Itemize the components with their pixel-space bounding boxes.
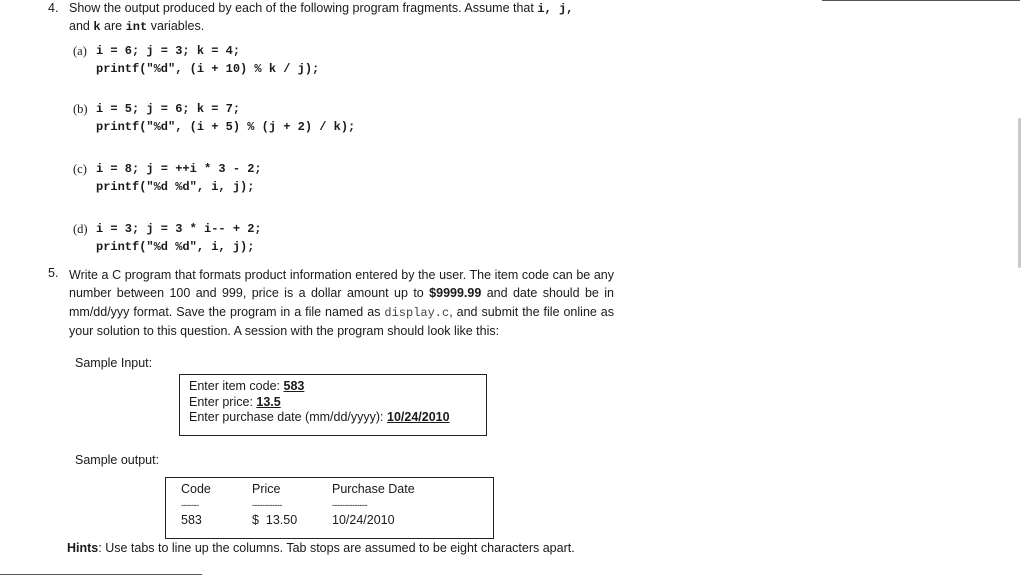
part-c-code-line1: i = 8; j = ++i * 3 - 2;: [96, 162, 262, 176]
sample-output-label: Sample output:: [75, 453, 160, 467]
q5-number: 5.: [48, 266, 59, 280]
hints-label: Hints: [67, 541, 99, 555]
q5-text-3: , and submit the file online as your solution to this question. A session with the program should look like this:: [69, 304, 614, 338]
input-line-price: [189, 395, 450, 411]
input-line-date: [189, 410, 450, 426]
q4-intro-vars: i, j,: [537, 2, 574, 16]
part-b-label: (b): [73, 102, 88, 116]
sample-output-box: [165, 477, 494, 539]
input-prompt-code: Enter item code:: [189, 379, 284, 393]
part-d-label: (d): [73, 222, 88, 236]
q4-number: 4.: [48, 1, 59, 15]
part-b-code-line1: i = 5; j = 6; k = 7;: [96, 102, 241, 116]
q4-intro-text: Show the output produced by each of the following program fragments. Assume that: [69, 1, 534, 15]
q4-intro-int: int: [125, 20, 148, 34]
output-value-date: 10/24/2010: [332, 513, 395, 527]
q4-intro-are: are: [104, 19, 123, 33]
q4-intro-line2: [69, 19, 204, 34]
sample-input-label: Sample Input:: [75, 356, 153, 370]
input-prompt-price: Enter price:: [189, 394, 257, 409]
q5-text-1: Write a C program that formats product information entered by the user. The item code can be any number between 100 and 999, price is a dollar amount up to: [69, 268, 614, 301]
part-d-code-line1: i = 3; j = 3 * i-- + 2;: [96, 222, 262, 236]
q4-intro-line1: [69, 1, 573, 16]
top-rule: [822, 0, 1020, 1]
input-line-code: [189, 379, 450, 395]
part-c-code-line2: printf("%d %d", i, j);: [96, 180, 255, 194]
hints: [67, 541, 575, 555]
output-header-date: Purchase Date: [332, 482, 415, 496]
bottom-rule: [0, 574, 202, 575]
input-value-code: 583: [283, 379, 305, 393]
part-a-code-line1: i = 6; j = 3; k = 4;: [96, 44, 241, 58]
q4-intro-and: and: [69, 19, 90, 33]
q5-filename: display.c: [384, 305, 450, 320]
input-value-price: 13.5: [256, 394, 281, 409]
scrollbar[interactable]: [1018, 118, 1021, 268]
input-prompt-date: Enter purchase date (mm/dd/yyyy):: [189, 410, 387, 424]
output-dash-date: --------------: [332, 500, 367, 510]
sample-input-lines: [189, 379, 450, 426]
part-b-code-line2: printf("%d", (i + 5) % (j + 2) / k);: [96, 120, 356, 134]
part-a-label: (a): [73, 44, 87, 58]
part-d-code-line2: printf("%d %d", i, j);: [96, 240, 255, 254]
output-dash-code: -------: [181, 500, 199, 510]
q4-intro-end: variables.: [150, 19, 205, 33]
q4-intro-k: k: [93, 20, 101, 34]
output-header-code: Code: [181, 482, 211, 496]
output-value-code: 583: [181, 513, 202, 527]
q5-price-max: $9999.99: [429, 286, 482, 301]
output-dash-price: ------------: [252, 500, 282, 510]
input-value-date: 10/24/2010: [387, 410, 450, 424]
output-value-price: $ 13.50: [252, 513, 298, 527]
part-a-code-line2: printf("%d", (i + 10) % k / j);: [96, 62, 320, 76]
q5-text-2: and date should be in mm/dd/yyy format. Save the program in a file named as: [69, 286, 614, 319]
q5-paragraph: [69, 266, 614, 340]
output-header-price: Price: [252, 482, 281, 496]
hints-text: : Use tabs to line up the columns. Tab stops are assumed to be eight characters apart.: [98, 541, 575, 555]
part-c-label: (c): [73, 162, 87, 176]
